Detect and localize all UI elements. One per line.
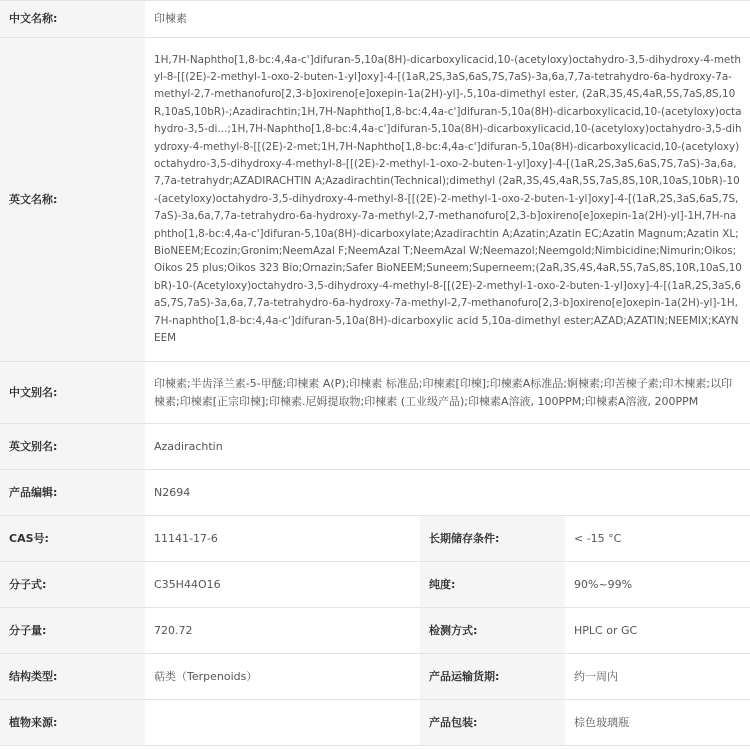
cn-name-value: 印楝素 xyxy=(145,1,750,38)
packaging-label: 产品包装: xyxy=(420,700,565,746)
shipping-value: 约一周内 xyxy=(565,654,750,700)
packaging-value: 棕色玻璃瓶 xyxy=(565,700,750,746)
mol-weight-label: 分子量: xyxy=(0,608,145,654)
row-pair xyxy=(0,700,750,746)
cn-name-label: 中文名称: xyxy=(0,1,145,38)
purity-value: 90%~99% xyxy=(565,562,750,608)
en-name-value: 1H,7H-Naphtho[1,8-bc:4,4a-c']difuran-5,10a(8H)-dicarboxylicacid,10-(acetyloxy)octahydro-3,5-dihydroxy-4-methyl-8-[[(2E)-2-methyl-1-oxo-2-buten-1-yl]oxy]-4-[(1aR,2S,3aS,6aS,7S,7aS)-3a,6a,7,7a-tetrahydro-6a-hydroxy-7a-methyl-2,7-methanofuro[2,3-b]oxireno[e]oxepin-1a(2H)-yl]-,5,10a-dimethyl ester, (2aR,3S,4S,4aR,5S,7aS,8S,10R,10aS,10bR)-;Azadirachtin;1H,7H-Naphtho[1,8-bc:4,4a-c']difuran-5,10a(8H)-dicarboxylicacid,10-(acetyloxy)octahydro-3,5-di...;1H,7H-Naphtho[1,8-bc:4,4a-c']difuran-5,10a(8H)-dicarboxylicacid,10-(acetyloxy)octahydro-3,5-dihydroxy-4-methyl-8-[[(2E)-2-met;1H,7H-Naphtho[1,8-bc:4,4a-c']difuran-5,10a(8H)-dicarboxylicacid,10-(acetyloxy)octahydro-3,5-dihydroxy-4-methyl-8-[[(2E)-2-methyl-1-oxo-2-buten-1-yl]oxy]-4-[(1aR,2S,3aS,6aS,7S,7aS)-3a,6a,7,7a-tetrahydr;AZADIRACHTIN A;Azadirachtin(Technical);dimethyl (2aR,3S,4S,4aR,5S,7aS,8S,10R,10aS,10bR)-10-(acetyloxy)octahydro-3,5-dihydroxy-4-methyl-8-[[(2E)-2-methyl-1-oxo-2-buten-1-yl]oxy]-4-[(1aR,2S,3aS,6aS,7S,7aS)-3a,6a,7,7a-tetrahydro-6a-hydroxy-7a-methyl-2,7-methanofuro[2,3-b]oxireno[e]oxepin-1a(2H)-yl]-1H,7H-naphtho[1,8-bc:4,4a-c']difuran-5,10a(8H)-dicarboxylate;Azadirachtin A;Azatin;Azatin EC;Azatin Magnum;Azatin XL;BioNEEM;Ecozin;Gronim;NeemAzal F;NeemAzal T;NeemAzal W;Neemazol;Neemgold;Nimbicidine;Nimurin;Oikos;Oikos 25 plus;Oikos 323 Bio;Ornazin;Safer BioNEEM;Suneem;Superneem;(2aR,3S,4S,4aR,5S,7aS,8S,10R,10aS,10bR)-10-(Acetyloxy)octahydro-3,5-dihydroxy-4-methyl-8-[[(2E)-2-methyl-1-oxo-2-buten-1-yl]oxy]-4-[(1aR,2S,3aS,6aS,7S,7aS)-3a,6a,7,7a-tetrahydro-6a-hydroxy-7a-methyl-2,7-methanofuro[2,3-b]oxireno[e]oxepin-1a(2H)-yl]-1H,7H-naphtho[1,8-bc:4,4a-c']difuran-5,10a(8H)-dicarboxylic acid 5,10a-dimethyl ester;AZAD;AZATIN;NEEMIX;KAYNEEM xyxy=(145,38,750,362)
row-cn-alias xyxy=(0,362,750,424)
cas-value: 11141-17-6 xyxy=(145,516,420,562)
detection-value: HPLC or GC xyxy=(565,608,750,654)
en-alias-label: 英文别名: xyxy=(0,424,145,470)
row-en-alias xyxy=(0,424,750,470)
cas-label: CAS号: xyxy=(0,516,145,562)
formula-label: 分子式: xyxy=(0,562,145,608)
detection-label: 检测方式: xyxy=(420,608,565,654)
cn-alias-label: 中文别名: xyxy=(0,362,145,424)
structure-type-value: 萜类（Terpenoids） xyxy=(145,654,420,700)
purity-label: 纯度: xyxy=(420,562,565,608)
shipping-label: 产品运输货期: xyxy=(420,654,565,700)
mol-weight-value: 720.72 xyxy=(145,608,420,654)
formula-value: C35H44O16 xyxy=(145,562,420,608)
storage-label: 长期储存条件: xyxy=(420,516,565,562)
row-cn-name xyxy=(0,1,750,38)
plant-source-value xyxy=(145,700,420,746)
storage-value: < -15 °C xyxy=(565,516,750,562)
en-name-label: 英文名称: xyxy=(0,38,145,362)
row-en-name xyxy=(0,38,750,362)
row-pair xyxy=(0,608,750,654)
row-pair xyxy=(0,562,750,608)
product-code-value: N2694 xyxy=(145,470,750,516)
cn-alias-value: 印楝素;半齿泽兰素-5-甲醚;印楝素 A(P);印楝素 标准品;印楝素[印楝];印楝素A标准品;婀楝素;印苦楝子素;印木楝素;以印楝素;印楝素[正宗印楝];印楝素.尼姆提取物;印楝素 (工业级产品);印楝素A溶液, 100PPM;印楝素A溶液, 200PPM xyxy=(145,362,750,424)
row-product-code xyxy=(0,470,750,516)
en-alias-value: Azadirachtin xyxy=(145,424,750,470)
row-pair xyxy=(0,654,750,700)
row-pair xyxy=(0,516,750,562)
plant-source-label: 植物来源: xyxy=(0,700,145,746)
product-code-label: 产品编辑: xyxy=(0,470,145,516)
structure-type-label: 结构类型: xyxy=(0,654,145,700)
